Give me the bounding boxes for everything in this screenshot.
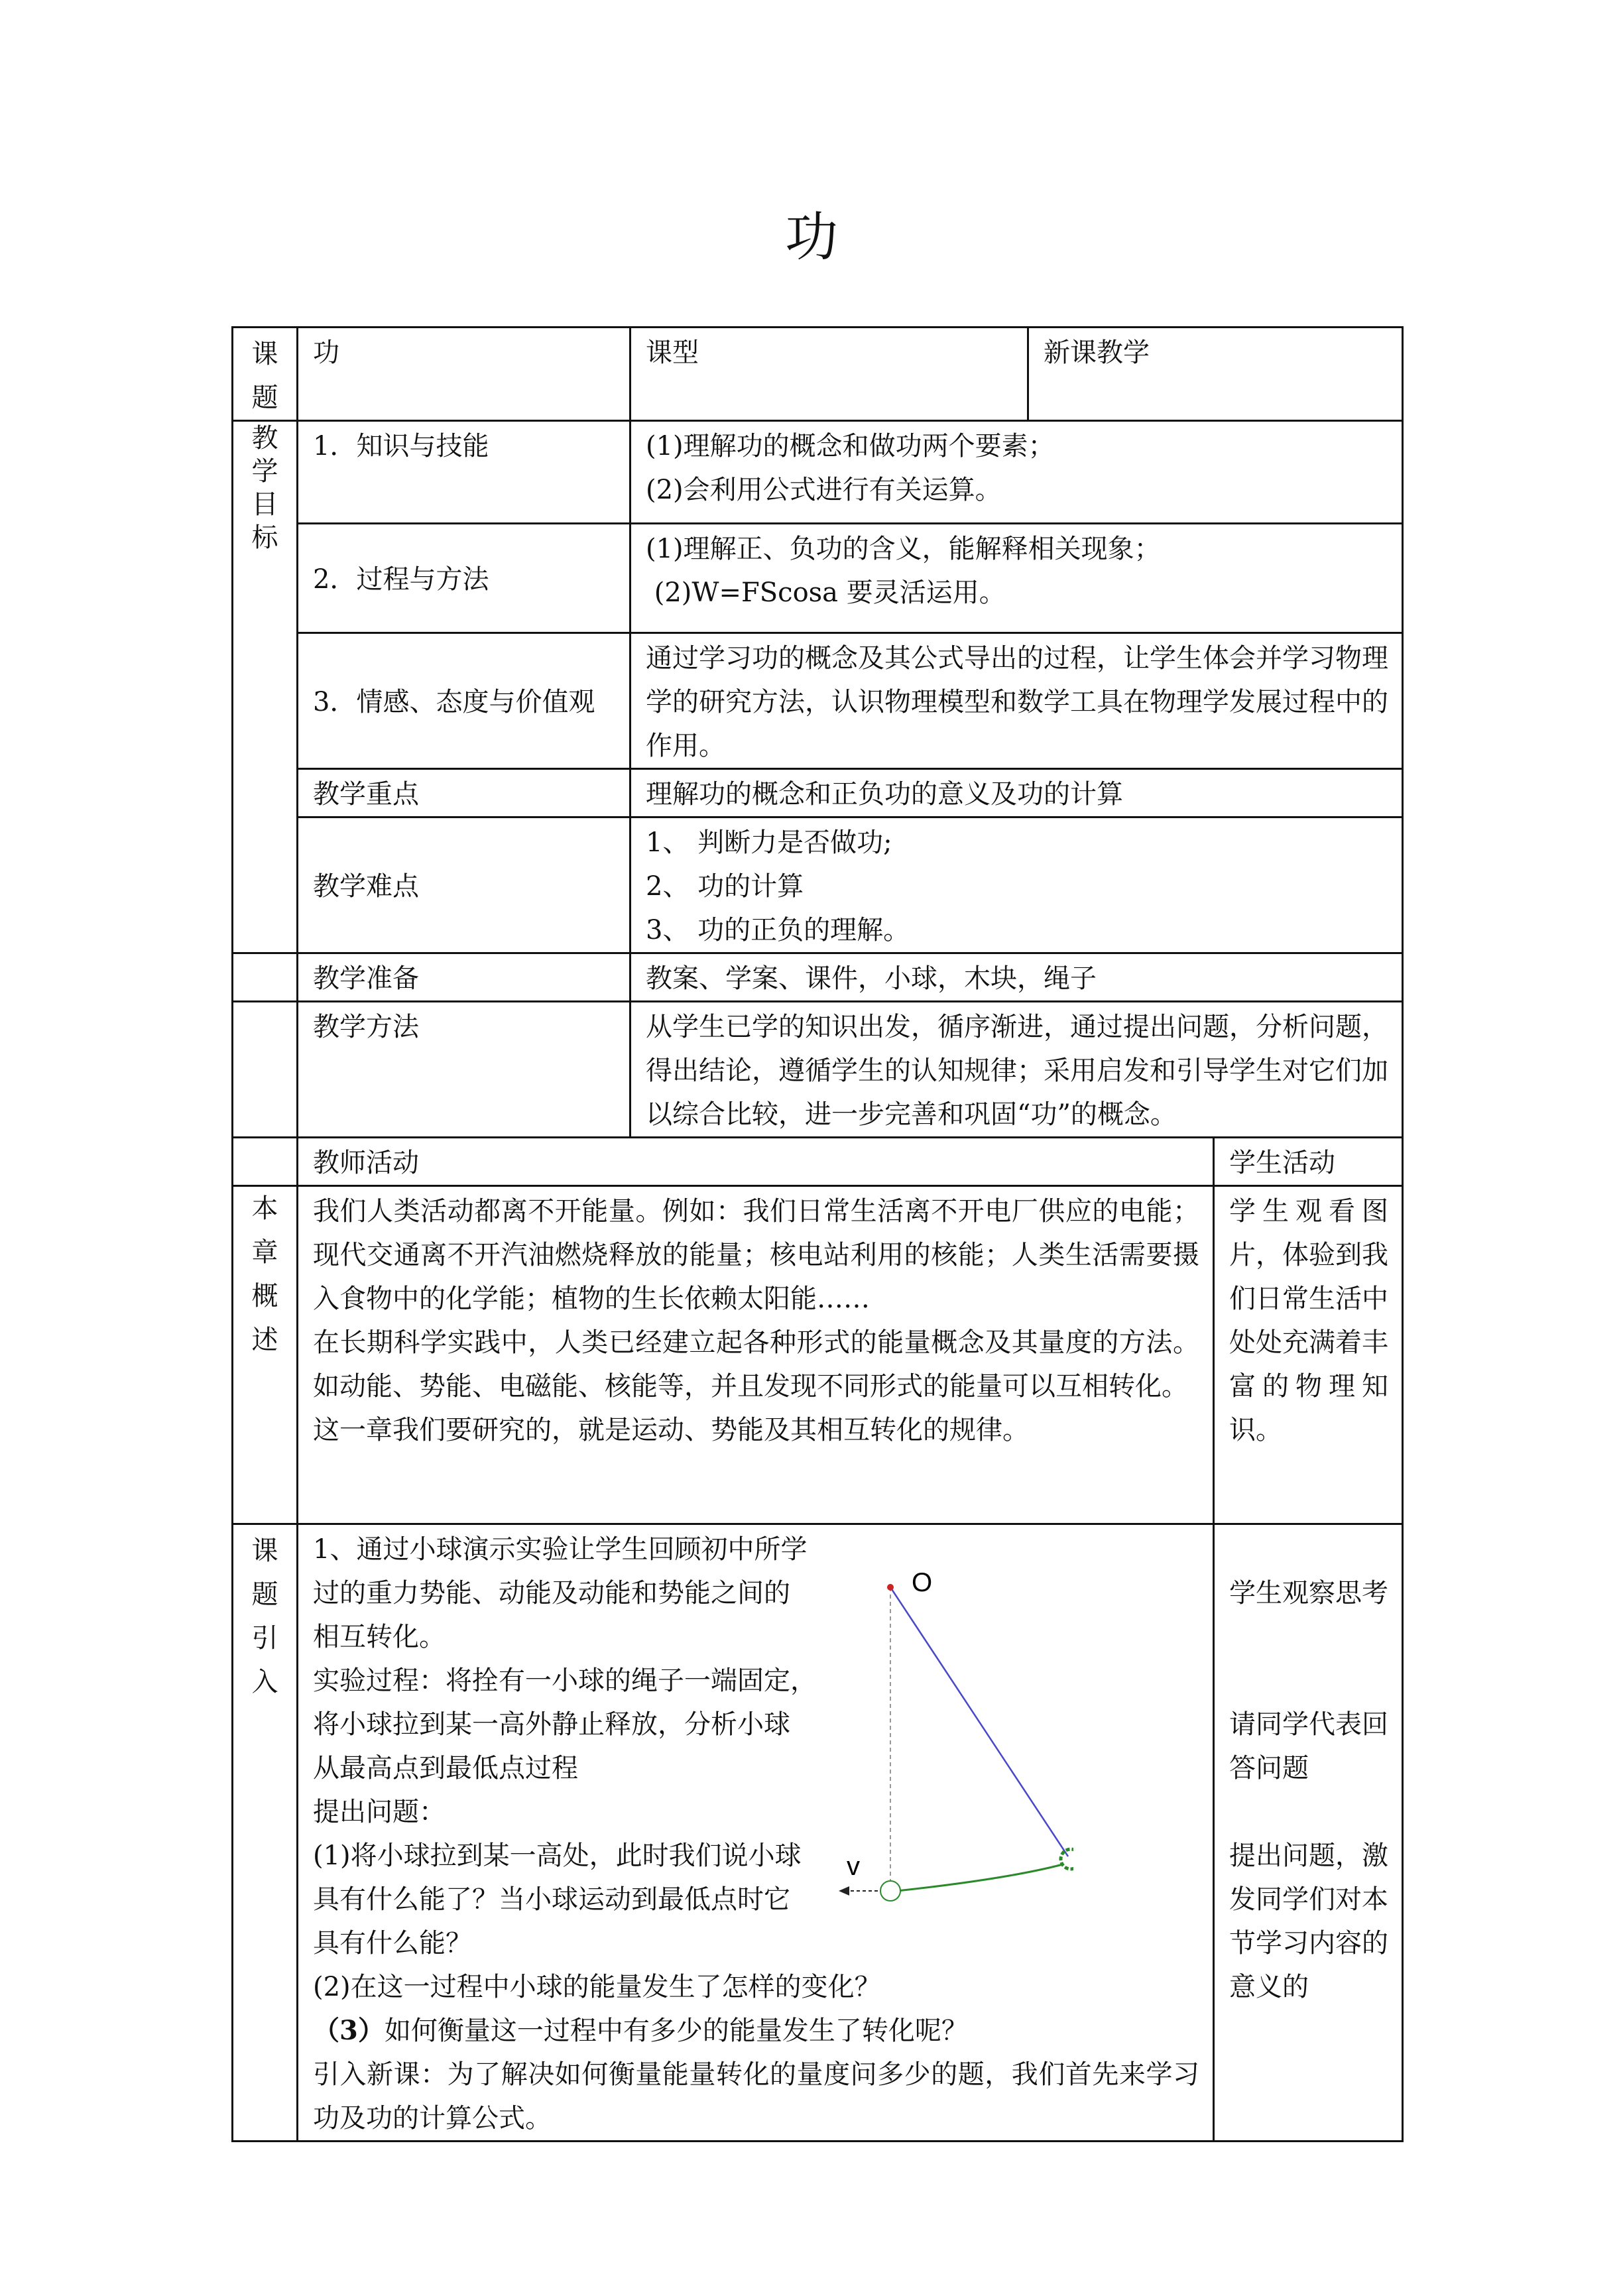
intro-line: 过的重力势能、动能及动能和势能之间的	[313, 1578, 790, 1608]
intro-student-3: 提出问题，激发同学们对本节学习内容的意义的	[1229, 1841, 1388, 2002]
ball-start	[1061, 1849, 1073, 1869]
intro-line: 从最高点到最低点过程	[313, 1753, 578, 1783]
ball-lowest	[880, 1881, 900, 1901]
intro-label: 课题引入	[233, 1524, 298, 2142]
difficulty-label: 教学难点	[298, 817, 631, 953]
objective-2-name: 2．过程与方法	[298, 524, 631, 633]
intro-content	[298, 1524, 1214, 2142]
intro-student-2: 请同学代表回答问题	[1229, 1709, 1388, 1783]
swing-arc	[897, 1864, 1063, 1891]
type-value: 新课教学	[1028, 328, 1403, 421]
type-label: 课型	[631, 328, 1028, 421]
method-value: 从学生已学的知识出发，循序渐进，通过提出问题，分析问题，得出结论，遵循学生的认知规律；采用启发和引导学生对它们加以综合比较，进一步完善和巩固“功”的概念。	[631, 1002, 1403, 1138]
intro-line: 具有什么能？	[313, 1928, 472, 1959]
method-label: 教学方法	[298, 1002, 631, 1138]
objective-1-line-2: (2)会利用公式进行有关运算。	[646, 475, 1002, 505]
student-activity-header: 学生活动	[1214, 1138, 1403, 1186]
intro-line: 1、通过小球演示实验让学生回顾初中所学	[313, 1534, 808, 1565]
intro-line: 相互转化。	[313, 1622, 446, 1652]
intro-line: (1)将小球拉到某一高处，此时我们说小球	[313, 1841, 802, 1871]
overview-paragraph-2: 在长期科学实践中，人类已经建立起各种形式的能量概念及其量度的方法。如动能、势能、电磁能、核能等，并且发现不同形式的能量可以互相转化。	[313, 1327, 1199, 1402]
overview-student-activity: 学生观看图片，体验到我们日常生活中处处充满着丰富的物理知识。	[1214, 1186, 1403, 1524]
intro-question-2: (2)在这一过程中小球的能量发生了怎样的变化？	[313, 1972, 881, 2002]
point-o-label: O	[912, 1568, 933, 1597]
intro-line: 将小球拉到某一高外静止释放，分析小球	[313, 1709, 790, 1740]
objective-3-name: 3．情感、态度与价值观	[298, 633, 631, 769]
intro-line: 提出问题：	[313, 1797, 446, 1827]
intro-student-1: 学生观察思考	[1229, 1578, 1388, 1608]
intro-question-3: （3）如何衡量这一过程中有多少的能量发生了转化呢？	[313, 2015, 968, 2046]
objective-2-line-2: (2)W=FScosa 要灵活运用。	[646, 577, 1006, 608]
pendulum-diagram	[835, 1528, 1073, 1912]
objective-1-content	[631, 421, 1403, 524]
empty-cell	[233, 953, 298, 1002]
overview-content	[298, 1186, 1214, 1524]
topic-label: 课题	[233, 328, 298, 421]
overview-label: 本章概述	[233, 1186, 298, 1524]
preparation-value: 教案、学案、课件，小球，木块，绳子	[631, 953, 1403, 1002]
preparation-label: 教学准备	[298, 953, 631, 1002]
objective-2-content	[631, 524, 1403, 633]
key-point-value: 理解功的概念和正负功的意义及功的计算	[631, 769, 1403, 817]
intro-line: 具有什么能了？当小球运动到最低点时它	[313, 1884, 790, 1915]
objective-3-content: 通过学习功的概念及其公式导出的过程，让学生体会并学习物理学的研究方法，认识物理模型和数学工具在物理学发展过程中的作用。	[631, 633, 1403, 769]
intro-new-lesson: 引入新课：为了解决如何衡量能量转化的量度问多少的题，我们首先来学习功及功的计算公式。	[313, 2059, 1199, 2134]
overview-paragraph-3: 这一章我们要研究的，就是运动、势能及其相互转化的规律。	[313, 1415, 1029, 1445]
key-point-label: 教学重点	[298, 769, 631, 817]
objective-1-line-1: (1)理解功的概念和做功两个要素；	[646, 431, 1055, 461]
pivot-point	[887, 1584, 894, 1591]
difficulty-list	[631, 817, 1403, 953]
teacher-activity-header: 教师活动	[298, 1138, 1214, 1186]
difficulty-item: 1、 判断力是否做功;	[646, 827, 892, 858]
difficulty-item: 2、 功的计算	[646, 871, 804, 902]
objectives-label: 教学目标	[233, 421, 298, 953]
objective-1-name: 1．知识与技能	[298, 421, 631, 524]
empty-cell	[233, 1138, 298, 1186]
page-title: 功	[785, 206, 838, 268]
objective-2-line-1: (1)理解正、负功的含义，能解释相关现象；	[646, 534, 1161, 564]
velocity-label: v	[847, 1852, 860, 1881]
empty-cell	[233, 1002, 298, 1138]
velocity-arrow-head	[839, 1886, 849, 1896]
intro-line: 实验过程：将拴有一小球的绳子一端固定，	[313, 1665, 817, 1696]
pendulum-string	[890, 1587, 1068, 1856]
lesson-plan-table	[231, 326, 1404, 2142]
intro-student-activity	[1214, 1524, 1403, 2142]
difficulty-item: 3、 功的正负的理解。	[646, 915, 910, 945]
overview-paragraph-1: 我们人类活动都离不开能量。例如：我们日常生活离不开电厂供应的电能；现代交通离不开汽油燃烧释放的能量；核电站利用的核能；人类生活需要摄入食物中的化学能；植物的生长依赖太阳能……	[313, 1196, 1199, 1314]
topic-value: 功	[298, 328, 631, 421]
